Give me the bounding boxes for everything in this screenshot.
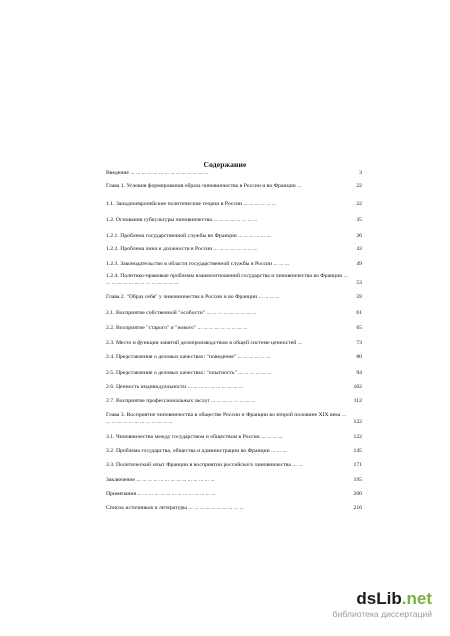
toc-entry-text: 1.2.1. Проблема государственной службы во Франции ... ... ... ... ... ...	[106, 233, 271, 239]
watermark-tagline: библиотека диссертаций	[332, 609, 432, 619]
dslib-watermark	[312, 590, 432, 622]
toc-entry-text: 3.3. Политический опыт Франции в восприятии российского чиновничества ... ...	[106, 462, 303, 468]
toc-entry-text: 2.4. Представления о деловых качествах: "поведение" ... ... ... ... ... ...	[106, 354, 271, 360]
toc-entry	[106, 325, 362, 332]
toc-entry-text: Заключение ... ... ... ... ... ... ... ... ... ... ... ... ... ...	[106, 477, 215, 483]
toc-entry-page: 22	[356, 201, 362, 207]
toc-entry-page: 102	[353, 384, 362, 390]
toc-entry-text: Глава 2. "Образ себя" у чиновничества в России и во Франции ... ... ... ...	[106, 294, 280, 300]
toc-entry-page: 59	[356, 294, 362, 300]
toc-entry-text: Глава 3. Восприятие чиновничества в обществе России и Франции во второй половине XIX века ... ... ... ... ... ... ... ... ... ... ... ... ...	[106, 412, 347, 425]
toc-entry	[106, 183, 362, 190]
toc-entry	[106, 246, 362, 253]
toc-entry-page: 61	[356, 310, 362, 316]
toc-entry-text: Введение ... ... ... ... ... ... ... ... ... ... ... ... ... ...	[106, 170, 209, 176]
toc-entry	[106, 261, 362, 268]
toc-entry-page: 94	[356, 370, 362, 376]
toc-entry-page: 195	[353, 477, 362, 483]
toc-entry	[106, 201, 362, 208]
toc-entry-page: 112	[353, 398, 362, 404]
toc-entry-page: 200	[353, 491, 362, 497]
toc-entry	[106, 294, 362, 301]
toc-entry-text: 2.5. Представление о деловых качествах: "опытность" ... ... ... ... ... ...	[106, 370, 272, 376]
toc-entry	[106, 434, 362, 441]
toc-entry-page: 80	[356, 354, 362, 360]
toc-entry	[106, 477, 362, 484]
toc-entry-text: Глава 1. Условия формирования образа чиновничества в России и во Франции ...	[106, 183, 302, 189]
toc-entry	[106, 273, 362, 286]
toc-entry-text: 1.2.3. Законодательство в области государственной службы в России ... ... ...	[106, 261, 290, 267]
toc-entry-page: 216	[353, 505, 362, 511]
toc-entry-text: 1.2. Основания субкультуры чиновничества ... ... ... ... ... ... ... ...	[106, 217, 258, 223]
toc-entry	[106, 491, 362, 498]
dslib-logo: dsLib.net	[356, 589, 432, 608]
toc-entry-text: 2.3. Место и функции занятий делопроизводством в общей системе ценностей ...	[106, 340, 302, 346]
toc-entry-text: 1.2.4. Политико-правовые проблемы взаимоотношений государства и чиновничества во Франции ... ... ... ... ... ... ... ... ... ... ... ... ... ...	[106, 273, 348, 286]
toc-entry-text: 2.1. Восприятие собственной "особости" ... ... ... ... ... ... ... ... ...	[106, 310, 257, 316]
toc-entry-page: 43	[356, 246, 362, 252]
toc-entry-text: Список источников и литературы ... ... ... ... ... ... ... ... ... ...	[106, 505, 244, 511]
toc-entry-page: 171	[353, 462, 362, 468]
toc-entry-page: 22	[356, 183, 362, 189]
page-title: Содержание	[203, 160, 247, 169]
toc-entry-text: Примечания ... ... ... ... ... ... ... ... ... ... ... ... ... ...	[106, 491, 216, 497]
toc-entry-text: 2.7. Восприятие профессиональных заслуг ... ... ... ... ... ... ... ...	[106, 398, 256, 404]
toc-entry	[106, 217, 362, 224]
toc-entry	[106, 354, 362, 361]
toc-entry-text: 3.2. Проблема государства, общества и администрации во Франции ... ... ...	[106, 448, 287, 454]
toc-entry-page: 65	[356, 325, 362, 331]
toc-entry	[106, 370, 362, 377]
toc-entry	[106, 170, 362, 177]
toc-entry-page: 73	[356, 340, 362, 346]
toc-entry	[106, 462, 362, 469]
toc-entry-page: 3	[359, 170, 362, 176]
toc-entry	[106, 398, 362, 405]
toc-entry-text: 2.6. Ценность индивидуальности ... ... ... ... ... ... ... ... ... ...	[106, 384, 244, 390]
toc-entry	[106, 310, 362, 317]
toc-entry-text: 1.1. Западноевропейские политические теории в России ... ... ... ... ... ...	[106, 201, 277, 207]
toc-entry-text: 2.2. Восприятие "старого" и "нового" ... ... ... ... ... ... ... ... ...	[106, 325, 248, 331]
toc-entry-text: 1.2.2. Проблема чина и должности в России ... ... ... ... ... ... ... ...	[106, 246, 258, 252]
toc-entry	[106, 448, 362, 455]
toc-entry	[106, 412, 362, 425]
toc-entry-page: 35	[356, 217, 362, 223]
toc-entry-page: 49	[356, 261, 362, 267]
toc-entry	[106, 384, 362, 391]
toc-entry	[106, 233, 362, 240]
toc-entry	[106, 505, 362, 512]
toc-entry-page: 145	[353, 448, 362, 454]
toc-entry-page: 36	[356, 233, 362, 239]
toc-entry-text: 3.1. Чиновничество между государством и обществом в России ... ... ... ...	[106, 434, 283, 440]
toc-entry-page: 53	[356, 279, 362, 286]
toc-entry	[106, 340, 362, 347]
toc-entry-page: 122	[353, 434, 362, 440]
toc-entry-page: 122	[353, 418, 362, 425]
